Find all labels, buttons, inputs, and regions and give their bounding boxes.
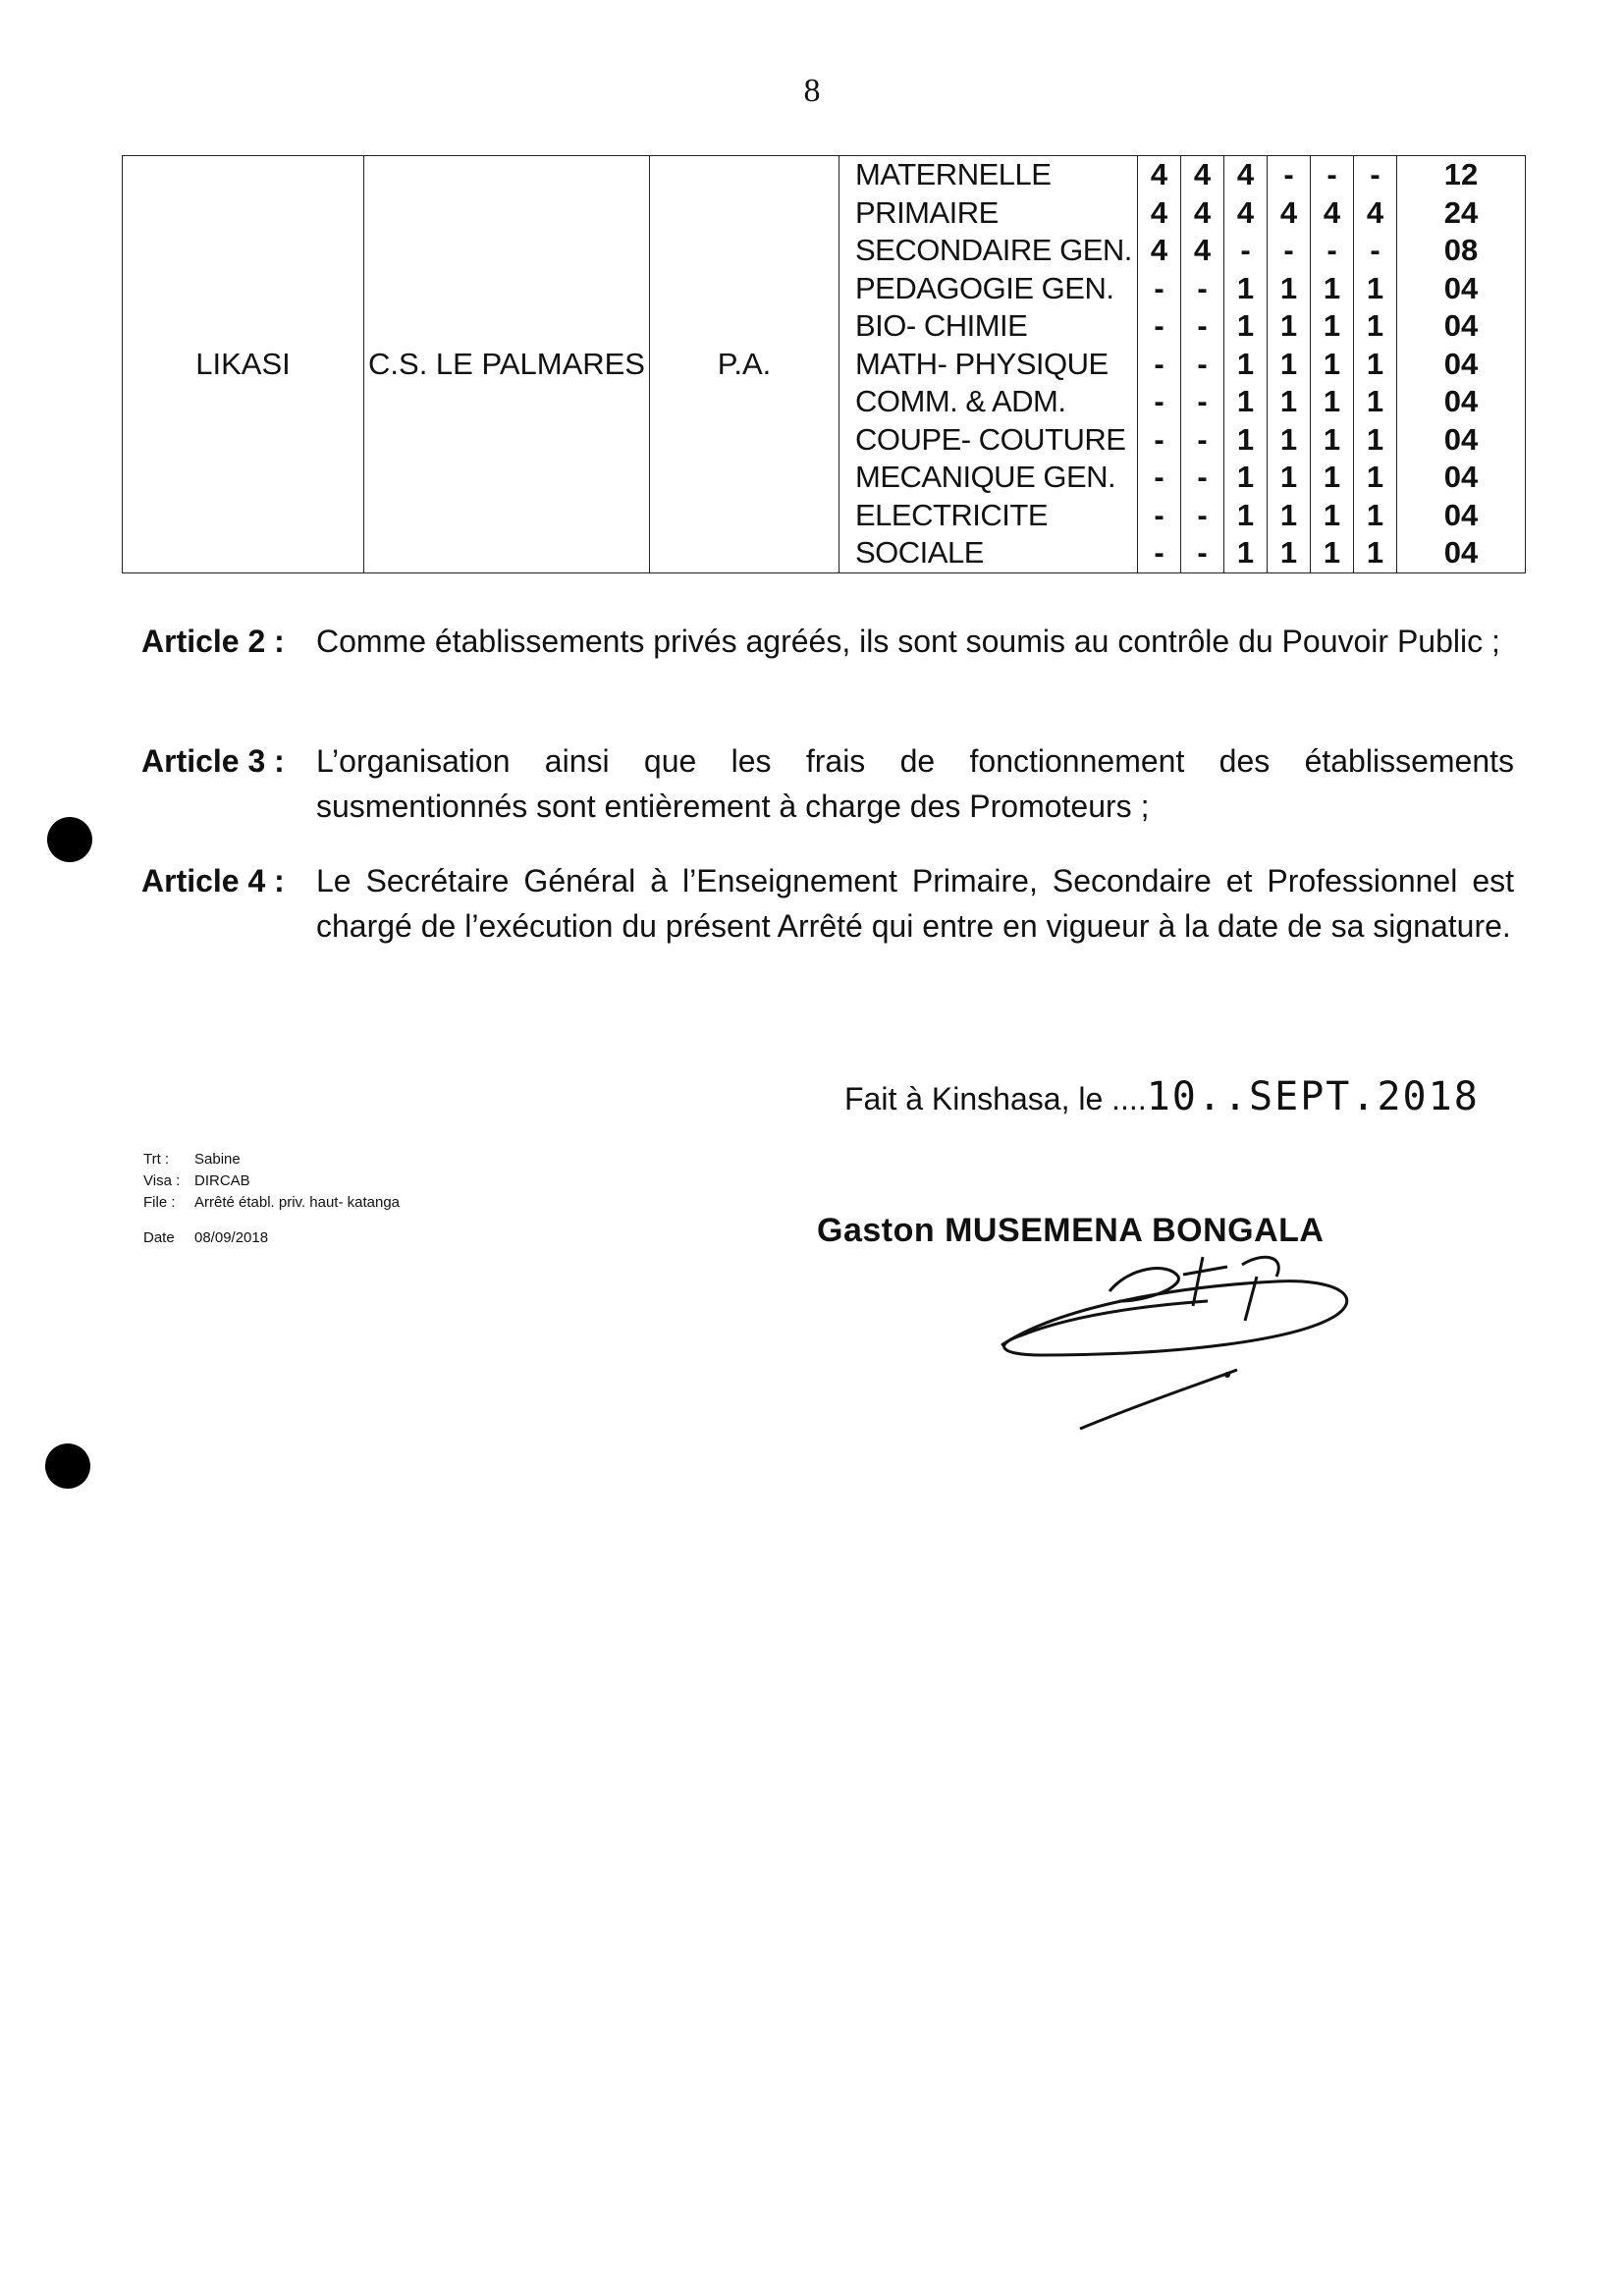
class-count: 1 bbox=[1279, 460, 1298, 494]
class-count: 1 bbox=[1366, 497, 1384, 532]
option-label: COUPE- COUTURE bbox=[855, 421, 1126, 457]
class-count: 1 bbox=[1279, 270, 1298, 305]
class-count: 1 bbox=[1279, 535, 1298, 570]
option-label: COMM. & ADM. bbox=[855, 384, 1066, 418]
place-text: Fait à Kinshasa, le .... bbox=[844, 1081, 1147, 1116]
class-count: - bbox=[1154, 308, 1164, 343]
class-count: - bbox=[1154, 497, 1164, 532]
class-count: - bbox=[1197, 346, 1208, 381]
class-count: - bbox=[1197, 270, 1208, 305]
class-count: 1 bbox=[1366, 346, 1384, 381]
class-count: 1 bbox=[1279, 346, 1298, 381]
class-col-6 bbox=[1354, 156, 1397, 573]
total-count: 04 bbox=[1443, 535, 1479, 570]
class-count: - bbox=[1370, 233, 1380, 267]
class-count: - bbox=[1154, 421, 1164, 457]
city-cell: LIKASI bbox=[123, 156, 364, 573]
class-count: 1 bbox=[1236, 497, 1255, 532]
total-count: 24 bbox=[1443, 194, 1479, 230]
punch-hole-mark bbox=[47, 817, 92, 862]
article-label: Article 2 : bbox=[141, 624, 285, 659]
class-count: 1 bbox=[1323, 346, 1341, 381]
total-count: 04 bbox=[1443, 308, 1479, 343]
total-count: 04 bbox=[1443, 384, 1479, 418]
class-count: 4 bbox=[1193, 157, 1212, 191]
trt-value: Sabine bbox=[194, 1151, 241, 1168]
total-count: 08 bbox=[1443, 233, 1479, 267]
option-label: PEDAGOGIE GEN. bbox=[855, 270, 1114, 305]
class-col-1 bbox=[1138, 156, 1181, 573]
class-count: 4 bbox=[1193, 194, 1212, 230]
date-value: 08/09/2018 bbox=[194, 1229, 269, 1246]
class-count: 1 bbox=[1236, 535, 1255, 570]
school-cell: C.S. LE PALMARES bbox=[364, 156, 650, 573]
class-count: 4 bbox=[1279, 194, 1298, 230]
class-count: 4 bbox=[1150, 233, 1168, 267]
class-count: - bbox=[1283, 233, 1294, 267]
class-count: 1 bbox=[1279, 308, 1298, 343]
class-count: 1 bbox=[1236, 270, 1255, 305]
file-label: File : bbox=[143, 1194, 176, 1211]
total-count: 04 bbox=[1443, 497, 1479, 532]
article-text: Le Secrétaire Général à l’Enseignement Primaire, Secondaire et Professionnel est chargé de l’exécution du présent Arrêté qui entre en vigueur à la date de sa signature. bbox=[316, 863, 1514, 944]
option-label: SOCIALE bbox=[855, 535, 984, 570]
class-count: 1 bbox=[1366, 535, 1384, 570]
class-count: 4 bbox=[1236, 194, 1255, 230]
handwritten-signature bbox=[982, 1247, 1375, 1443]
total-count: 12 bbox=[1443, 157, 1479, 191]
class-count: 1 bbox=[1323, 384, 1341, 418]
class-count: 1 bbox=[1323, 308, 1341, 343]
class-count: - bbox=[1240, 233, 1251, 267]
option-label: MECANIQUE GEN. bbox=[855, 460, 1116, 494]
page-number: 8 bbox=[803, 73, 821, 109]
class-count: 4 bbox=[1236, 157, 1255, 191]
class-count: - bbox=[1197, 384, 1208, 418]
total-count: 04 bbox=[1443, 460, 1479, 494]
article-label: Article 4 : bbox=[141, 863, 285, 898]
class-col-3 bbox=[1224, 156, 1268, 573]
class-count: 1 bbox=[1366, 308, 1384, 343]
article-text: Comme établissements privés agréés, ils sont soumis au contrôle du Pouvoir Public ; bbox=[316, 624, 1500, 659]
class-count: 1 bbox=[1236, 346, 1255, 381]
article-text: L’organisation ainsi que les frais de fonctionnement des établissements susmentionnés sont entièrement à charge des Promoteurs ; bbox=[316, 743, 1514, 824]
class-count: 4 bbox=[1323, 194, 1341, 230]
class-count: 1 bbox=[1236, 460, 1255, 494]
class-col-2 bbox=[1181, 156, 1224, 573]
table-row bbox=[123, 156, 1526, 573]
class-col-4 bbox=[1268, 156, 1311, 573]
class-count: 1 bbox=[1236, 308, 1255, 343]
class-count: 1 bbox=[1366, 421, 1384, 457]
class-count: - bbox=[1283, 157, 1294, 191]
date-stamp: 10..SEPT.2018 bbox=[1146, 1074, 1480, 1119]
class-count: 1 bbox=[1279, 497, 1298, 532]
class-count: - bbox=[1154, 460, 1164, 494]
signatory-name: Gaston MUSEMENA BONGALA bbox=[817, 1212, 1325, 1249]
date-label: Date bbox=[143, 1229, 175, 1246]
class-count: - bbox=[1326, 233, 1337, 267]
option-label: BIO- CHIMIE bbox=[855, 308, 1028, 343]
class-count: - bbox=[1154, 535, 1164, 570]
class-count: - bbox=[1370, 157, 1380, 191]
class-count: 1 bbox=[1366, 460, 1384, 494]
class-count: 4 bbox=[1150, 157, 1168, 191]
schools-table bbox=[122, 155, 1526, 573]
class-count: 1 bbox=[1279, 384, 1298, 418]
file-value: Arrêté établ. priv. haut- katanga bbox=[194, 1194, 401, 1211]
total-count: 04 bbox=[1443, 270, 1479, 305]
options-cell bbox=[839, 156, 1138, 573]
class-count: - bbox=[1154, 346, 1164, 381]
punch-hole-mark bbox=[45, 1443, 90, 1489]
class-count: - bbox=[1197, 421, 1208, 457]
class-count: 1 bbox=[1236, 384, 1255, 418]
class-count: - bbox=[1197, 497, 1208, 532]
regime-cell: P.A. bbox=[650, 156, 839, 573]
option-label: MATERNELLE bbox=[855, 157, 1052, 191]
option-label: ELECTRICITE bbox=[855, 497, 1049, 532]
class-count: 4 bbox=[1193, 233, 1212, 267]
class-count: 4 bbox=[1366, 194, 1384, 230]
class-count: 1 bbox=[1323, 460, 1341, 494]
class-count: 4 bbox=[1150, 194, 1168, 230]
visa-value: DIRCAB bbox=[194, 1172, 250, 1189]
file-metadata bbox=[143, 1149, 400, 1249]
class-col-5 bbox=[1311, 156, 1354, 573]
options-list bbox=[855, 156, 1137, 572]
class-count: - bbox=[1197, 308, 1208, 343]
trt-label: Trt : bbox=[143, 1151, 170, 1168]
option-label: MATH- PHYSIQUE bbox=[855, 346, 1109, 381]
option-label: PRIMAIRE bbox=[855, 194, 999, 230]
class-count: - bbox=[1197, 535, 1208, 570]
class-count: - bbox=[1326, 157, 1337, 191]
article-label: Article 3 : bbox=[141, 743, 285, 779]
class-count: 1 bbox=[1236, 421, 1255, 457]
total-col bbox=[1397, 156, 1526, 573]
class-count: - bbox=[1154, 384, 1164, 418]
class-count: 1 bbox=[1366, 270, 1384, 305]
class-count: - bbox=[1154, 270, 1164, 305]
visa-label: Visa : bbox=[143, 1172, 181, 1189]
place-date-line bbox=[844, 1074, 1480, 1119]
class-count: 1 bbox=[1279, 421, 1298, 457]
total-count: 04 bbox=[1443, 346, 1479, 381]
class-count: 1 bbox=[1323, 535, 1341, 570]
class-count: 1 bbox=[1323, 497, 1341, 532]
class-count: 1 bbox=[1366, 384, 1384, 418]
option-label: SECONDAIRE GEN. bbox=[855, 233, 1132, 267]
class-count: 1 bbox=[1323, 270, 1341, 305]
class-count: - bbox=[1197, 460, 1208, 494]
total-count: 04 bbox=[1443, 421, 1479, 457]
class-count: 1 bbox=[1323, 421, 1341, 457]
